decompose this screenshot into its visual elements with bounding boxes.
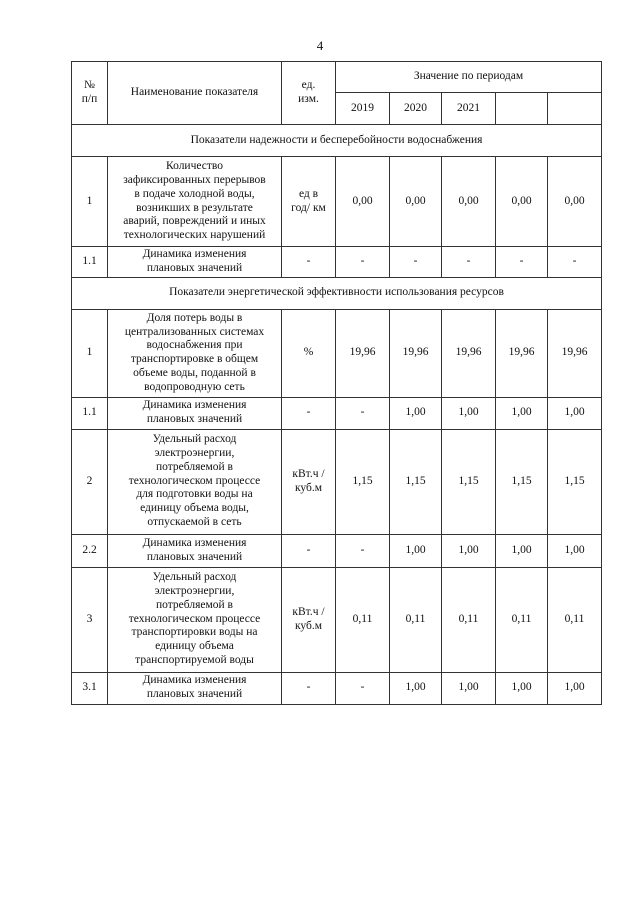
section-row <box>72 125 602 157</box>
header-unit: ед. изм. <box>282 62 336 125</box>
value-cell: 0,11 <box>390 567 442 672</box>
value-cell: 0,00 <box>496 157 548 247</box>
value-cell: 19,96 <box>548 309 602 397</box>
unit-cell: ед в год/ км <box>282 157 336 247</box>
value-cell: - <box>336 247 390 278</box>
value-cell: 1,00 <box>390 397 442 429</box>
value-cell: 1,00 <box>390 534 442 567</box>
value-cell: - <box>548 247 602 278</box>
unit-cell: % <box>282 309 336 397</box>
value-cell: 0,11 <box>336 567 390 672</box>
value-cell: 1,00 <box>548 397 602 429</box>
header-year: 2020 <box>390 93 442 125</box>
unit-cell: - <box>282 672 336 704</box>
value-cell: 0,11 <box>442 567 496 672</box>
table-row <box>72 309 602 397</box>
indicators-table <box>71 61 602 705</box>
value-cell: - <box>336 534 390 567</box>
value-cell: 1,00 <box>390 672 442 704</box>
unit-cell: - <box>282 397 336 429</box>
table-row <box>72 247 602 278</box>
header-year <box>496 93 548 125</box>
row-number: 1.1 <box>72 397 108 429</box>
row-number: 1.1 <box>72 247 108 278</box>
value-cell: 19,96 <box>390 309 442 397</box>
section-title: Показатели надежности и бесперебойности водоснабжения <box>72 125 602 157</box>
unit-cell: - <box>282 247 336 278</box>
header-year: 2019 <box>336 93 390 125</box>
value-cell: - <box>336 397 390 429</box>
value-cell: 0,00 <box>390 157 442 247</box>
value-cell: 1,00 <box>442 534 496 567</box>
value-cell: 0,00 <box>442 157 496 247</box>
value-cell: 19,96 <box>496 309 548 397</box>
value-cell: - <box>496 247 548 278</box>
indicator-name: Доля потерь воды в централизованных системах водоснабжения при транспортировке в общем объеме воды, поданной в водопроводную сеть <box>108 309 282 397</box>
unit-cell: кВт.ч / куб.м <box>282 429 336 534</box>
table-row <box>72 157 602 247</box>
indicator-name: Динамика изменения плановых значений <box>108 534 282 567</box>
row-number: 3 <box>72 567 108 672</box>
value-cell: 1,15 <box>336 429 390 534</box>
section-title: Показатели энергетической эффективности использования ресурсов <box>72 277 602 309</box>
indicator-name: Количество зафиксированных перерывов в подаче холодной воды, возникших в результате аварий, повреждений и иных технологических нарушений <box>108 157 282 247</box>
row-number: 1 <box>72 157 108 247</box>
value-cell: - <box>336 672 390 704</box>
header-year <box>548 93 602 125</box>
value-cell: 1,15 <box>548 429 602 534</box>
header-periods: Значение по периодам <box>336 62 602 93</box>
page-number: 4 <box>316 38 324 53</box>
value-cell: 1,00 <box>442 397 496 429</box>
indicator-name: Динамика изменения плановых значений <box>108 247 282 278</box>
value-cell: 1,15 <box>442 429 496 534</box>
row-number: 3.1 <box>72 672 108 704</box>
table-row <box>72 429 602 534</box>
indicator-name: Удельный расход электроэнергии, потребляемой в технологическом процессе транспортировки воды на единицу объема транспортируемой воды <box>108 567 282 672</box>
value-cell: 1,00 <box>442 672 496 704</box>
header-num: № п/п <box>72 62 108 125</box>
value-cell: 1,00 <box>496 534 548 567</box>
value-cell: 1,00 <box>548 672 602 704</box>
value-cell: 19,96 <box>336 309 390 397</box>
section-row <box>72 277 602 309</box>
header-name: Наименование показателя <box>108 62 282 125</box>
unit-cell: кВт.ч / куб.м <box>282 567 336 672</box>
value-cell: 1,00 <box>496 672 548 704</box>
value-cell: 1,15 <box>496 429 548 534</box>
row-number: 1 <box>72 309 108 397</box>
indicator-name: Динамика изменения плановых значений <box>108 672 282 704</box>
header-year: 2021 <box>442 93 496 125</box>
table-row <box>72 567 602 672</box>
value-cell: 0,00 <box>548 157 602 247</box>
value-cell: 1,15 <box>390 429 442 534</box>
value-cell: - <box>390 247 442 278</box>
row-number: 2.2 <box>72 534 108 567</box>
table-row <box>72 534 602 567</box>
table-row <box>72 672 602 704</box>
unit-cell: - <box>282 534 336 567</box>
value-cell: 0,11 <box>496 567 548 672</box>
value-cell: 19,96 <box>442 309 496 397</box>
indicator-name: Динамика изменения плановых значений <box>108 397 282 429</box>
header-row <box>72 62 602 93</box>
value-cell: 1,00 <box>548 534 602 567</box>
value-cell: 1,00 <box>496 397 548 429</box>
indicator-name: Удельный расход электроэнергии, потребляемой в технологическом процессе для подготовки воды на единицу объема воды, отпускаемой в сеть <box>108 429 282 534</box>
value-cell: 0,00 <box>336 157 390 247</box>
row-number: 2 <box>72 429 108 534</box>
table-row <box>72 397 602 429</box>
value-cell: 0,11 <box>548 567 602 672</box>
value-cell: - <box>442 247 496 278</box>
